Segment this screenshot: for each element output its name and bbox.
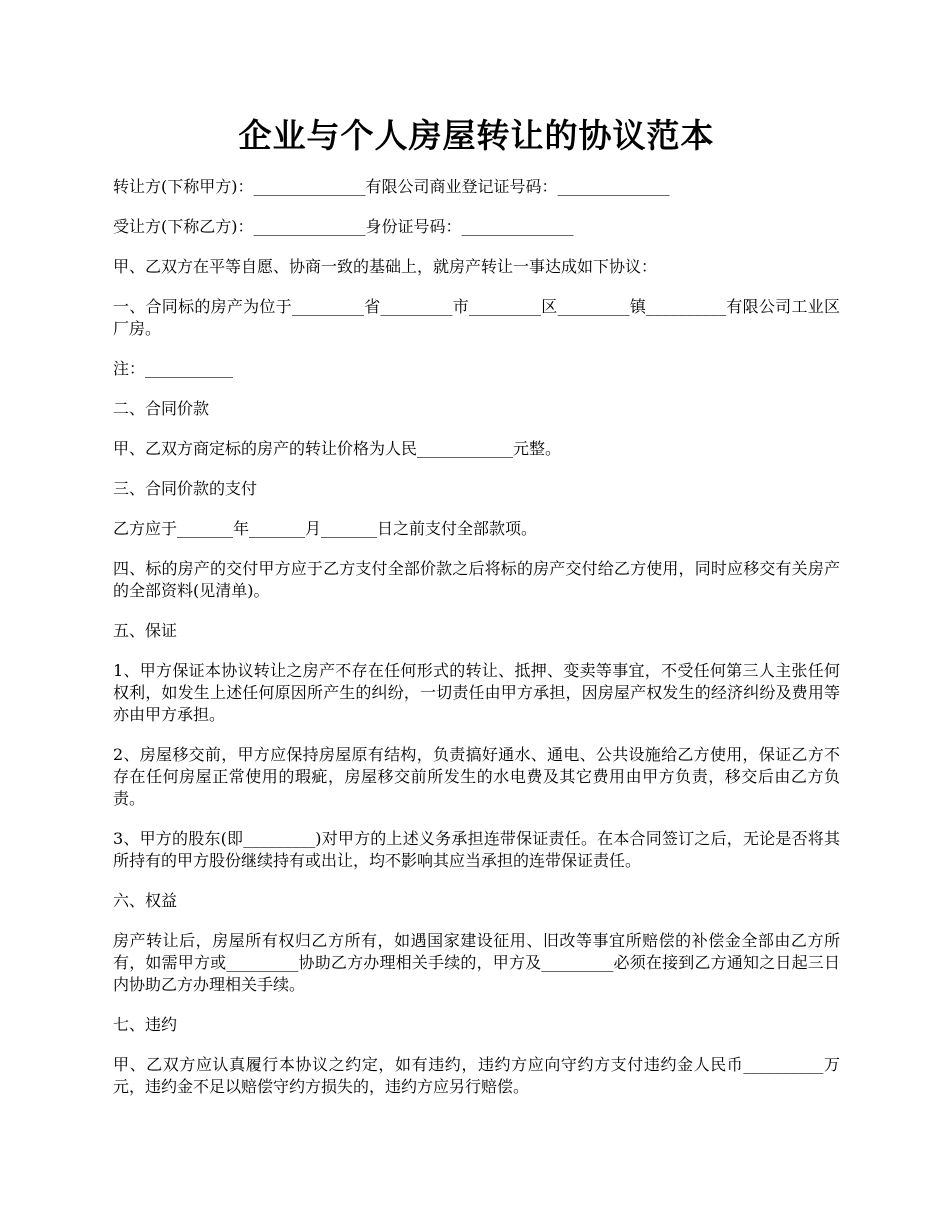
- guarantee-item-2: 2、房屋移交前，甲方应保持房屋原有结构，负责搞好通水、通电、公共设施给乙方使用，保证乙方不存在任何房屋正常使用的瑕疵，房屋移交前所发生的水电费及其它费用由甲方负责，移交后由乙方负责。: [113, 745, 840, 808]
- party-a-line: 转让方(下称甲方)：______________有限公司商业登记证号码：______________: [113, 177, 670, 196]
- guarantee-item-1: 1、甲方保证本协议转让之房产不存在任何形式的转让、抵押、变卖等事宜，不受任何第三人主张任何权利，如发生上述任何原因所产生的纠纷，一切责任由甲方承担，因房屋产权发生的经济纠纷及费用等亦由甲方承担。: [113, 661, 840, 724]
- section-heading-rights: 六、权益: [113, 891, 178, 910]
- rights-clause: 房产转让后，房屋所有权归乙方所有，如遇国家建设征用、旧改等事宜所赔偿的补偿金全部由乙方所有，如需甲方或_________协助乙方办理相关手续的，甲方及_________必须在接到乙方通知之日起三日内协助乙方办理相关手续。: [113, 931, 840, 994]
- party-b-line: 受让方(下称乙方)：______________身份证号码：______________: [113, 217, 574, 236]
- note-line: 注：___________: [113, 359, 234, 378]
- document-title: 企业与个人房屋转让的协议范本: [238, 116, 715, 155]
- payment-clause: 乙方应于_______年_______月_______日之前支付全部款项。: [113, 519, 538, 538]
- price-clause: 甲、乙双方商定标的房产的转让价格为人民____________元整。: [113, 439, 562, 458]
- clause-1-property: 一、合同标的房产为位于_________省_________市_________区_________镇__________有限公司工业区厂房。: [113, 297, 840, 338]
- section-heading-price: 二、合同价款: [113, 399, 210, 418]
- clause-4-delivery: 四、标的房产的交付甲方应于乙方支付全部价款之后将标的房产交付给乙方使用，同时应移交有关房产的全部资料(见清单)。: [113, 559, 840, 600]
- section-heading-breach: 七、违约: [113, 1015, 178, 1034]
- section-heading-guarantee: 五、保证: [113, 621, 178, 640]
- document-page: [113, 112, 840, 1116]
- section-heading-payment: 三、合同价款的支付: [113, 479, 258, 498]
- breach-clause: 甲、乙双方应认真履行本协议之约定，如有违约，违约方应向守约方支付违约金人民币__________万元，违约金不足以赔偿守约方损失的，违约方应另行赔偿。: [113, 1055, 840, 1096]
- guarantee-item-3: 3、甲方的股东(即_________)对甲方的上述义务承担连带保证责任。在本合同签订之后，无论是否将其所持有的甲方股份继续持有或出让，均不影响其应当承担的连带保证责任。: [113, 829, 840, 870]
- preamble: 甲、乙双方在平等自愿、协商一致的基础上，就房产转让一事达成如下协议：: [113, 257, 658, 276]
